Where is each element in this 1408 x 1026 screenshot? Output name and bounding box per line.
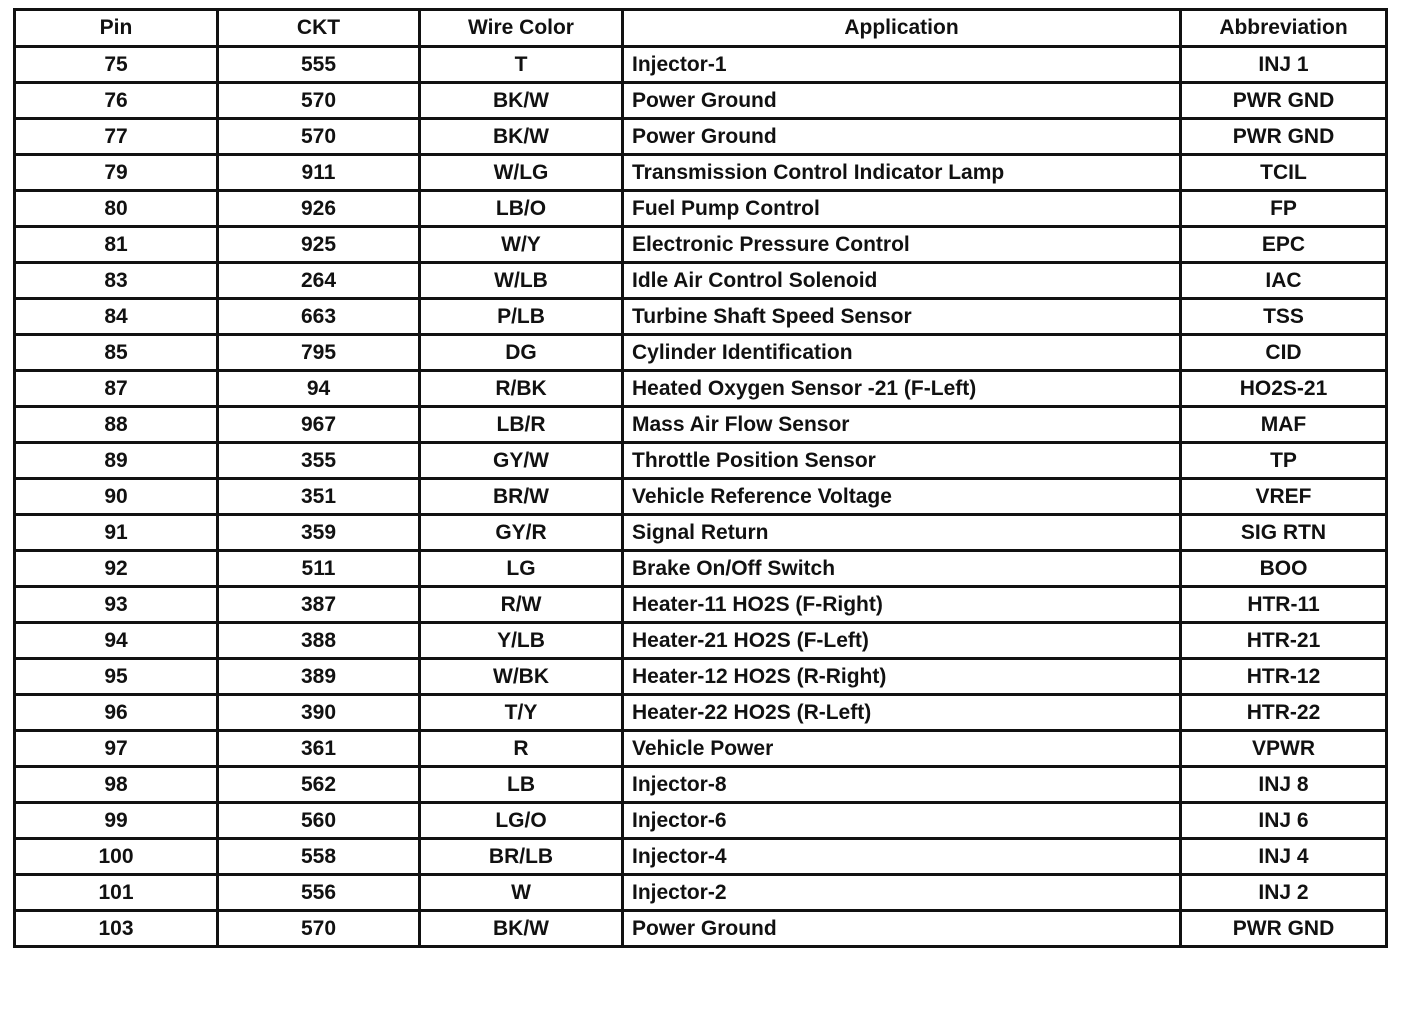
pin-cell: 79 xyxy=(15,155,218,191)
pinout-table xyxy=(13,8,1388,948)
abbreviation-cell: HO2S-21 xyxy=(1181,371,1387,407)
pin-cell: 89 xyxy=(15,443,218,479)
wire-color-cell: R/BK xyxy=(420,371,623,407)
pin-cell: 93 xyxy=(15,587,218,623)
wire-color-cell: Y/LB xyxy=(420,623,623,659)
header-wire-color: Wire Color xyxy=(420,10,623,47)
application-cell: Injector-8 xyxy=(623,767,1181,803)
abbreviation-cell: PWR GND xyxy=(1181,119,1387,155)
ckt-cell: 351 xyxy=(218,479,420,515)
wire-color-cell: LG xyxy=(420,551,623,587)
table-row xyxy=(15,911,1387,947)
ckt-cell: 264 xyxy=(218,263,420,299)
table-row xyxy=(15,659,1387,695)
abbreviation-cell: TP xyxy=(1181,443,1387,479)
ckt-cell: 926 xyxy=(218,191,420,227)
application-cell: Heater-12 HO2S (R-Right) xyxy=(623,659,1181,695)
ckt-cell: 570 xyxy=(218,911,420,947)
table-row xyxy=(15,623,1387,659)
table-row xyxy=(15,335,1387,371)
abbreviation-cell: TSS xyxy=(1181,299,1387,335)
header-row xyxy=(15,10,1387,47)
table-body xyxy=(15,47,1387,947)
abbreviation-cell: INJ 2 xyxy=(1181,875,1387,911)
abbreviation-cell: HTR-12 xyxy=(1181,659,1387,695)
abbreviation-cell: TCIL xyxy=(1181,155,1387,191)
abbreviation-cell: HTR-11 xyxy=(1181,587,1387,623)
wire-color-cell: LB/R xyxy=(420,407,623,443)
header-abbreviation: Abbreviation xyxy=(1181,10,1387,47)
application-cell: Heater-22 HO2S (R-Left) xyxy=(623,695,1181,731)
wire-color-cell: BR/LB xyxy=(420,839,623,875)
ckt-cell: 663 xyxy=(218,299,420,335)
ckt-cell: 387 xyxy=(218,587,420,623)
application-cell: Injector-4 xyxy=(623,839,1181,875)
table-row xyxy=(15,587,1387,623)
application-cell: Fuel Pump Control xyxy=(623,191,1181,227)
table-row xyxy=(15,875,1387,911)
ckt-cell: 555 xyxy=(218,47,420,83)
abbreviation-cell: FP xyxy=(1181,191,1387,227)
application-cell: Cylinder Identification xyxy=(623,335,1181,371)
pin-cell: 84 xyxy=(15,299,218,335)
abbreviation-cell: PWR GND xyxy=(1181,83,1387,119)
wire-color-cell: W/LG xyxy=(420,155,623,191)
wire-color-cell: DG xyxy=(420,335,623,371)
application-cell: Idle Air Control Solenoid xyxy=(623,263,1181,299)
abbreviation-cell: EPC xyxy=(1181,227,1387,263)
pin-cell: 77 xyxy=(15,119,218,155)
wire-color-cell: BK/W xyxy=(420,119,623,155)
table-row xyxy=(15,731,1387,767)
ckt-cell: 570 xyxy=(218,119,420,155)
application-cell: Heater-11 HO2S (F-Right) xyxy=(623,587,1181,623)
pin-cell: 75 xyxy=(15,47,218,83)
application-cell: Throttle Position Sensor xyxy=(623,443,1181,479)
table-row xyxy=(15,767,1387,803)
application-cell: Power Ground xyxy=(623,911,1181,947)
header-application: Application xyxy=(623,10,1181,47)
application-cell: Power Ground xyxy=(623,119,1181,155)
wire-color-cell: W xyxy=(420,875,623,911)
pin-cell: 83 xyxy=(15,263,218,299)
application-cell: Heater-21 HO2S (F-Left) xyxy=(623,623,1181,659)
table-row xyxy=(15,551,1387,587)
ckt-cell: 911 xyxy=(218,155,420,191)
pin-cell: 80 xyxy=(15,191,218,227)
table-header xyxy=(15,10,1387,47)
application-cell: Transmission Control Indicator Lamp xyxy=(623,155,1181,191)
wire-color-cell: LB/O xyxy=(420,191,623,227)
abbreviation-cell: SIG RTN xyxy=(1181,515,1387,551)
header-ckt: CKT xyxy=(218,10,420,47)
abbreviation-cell: INJ 4 xyxy=(1181,839,1387,875)
wire-color-cell: BR/W xyxy=(420,479,623,515)
abbreviation-cell: BOO xyxy=(1181,551,1387,587)
wire-color-cell: W/LB xyxy=(420,263,623,299)
abbreviation-cell: PWR GND xyxy=(1181,911,1387,947)
table-row xyxy=(15,191,1387,227)
wire-color-cell: BK/W xyxy=(420,911,623,947)
wire-color-cell: P/LB xyxy=(420,299,623,335)
application-cell: Turbine Shaft Speed Sensor xyxy=(623,299,1181,335)
wire-color-cell: GY/W xyxy=(420,443,623,479)
pin-cell: 88 xyxy=(15,407,218,443)
table-row xyxy=(15,83,1387,119)
application-cell: Brake On/Off Switch xyxy=(623,551,1181,587)
pin-cell: 96 xyxy=(15,695,218,731)
abbreviation-cell: CID xyxy=(1181,335,1387,371)
table-row xyxy=(15,47,1387,83)
application-cell: Injector-1 xyxy=(623,47,1181,83)
wire-color-cell: LG/O xyxy=(420,803,623,839)
ckt-cell: 570 xyxy=(218,83,420,119)
pin-cell: 98 xyxy=(15,767,218,803)
table-row xyxy=(15,155,1387,191)
pin-cell: 94 xyxy=(15,623,218,659)
table-row xyxy=(15,695,1387,731)
abbreviation-cell: INJ 8 xyxy=(1181,767,1387,803)
table-row xyxy=(15,443,1387,479)
ckt-cell: 925 xyxy=(218,227,420,263)
ckt-cell: 556 xyxy=(218,875,420,911)
ckt-cell: 558 xyxy=(218,839,420,875)
header-pin: Pin xyxy=(15,10,218,47)
table-row xyxy=(15,119,1387,155)
pin-cell: 95 xyxy=(15,659,218,695)
application-cell: Injector-6 xyxy=(623,803,1181,839)
table-row xyxy=(15,263,1387,299)
wire-color-cell: R xyxy=(420,731,623,767)
pin-cell: 81 xyxy=(15,227,218,263)
abbreviation-cell: INJ 6 xyxy=(1181,803,1387,839)
ckt-cell: 361 xyxy=(218,731,420,767)
table-row xyxy=(15,407,1387,443)
pin-cell: 99 xyxy=(15,803,218,839)
application-cell: Injector-2 xyxy=(623,875,1181,911)
ckt-cell: 560 xyxy=(218,803,420,839)
application-cell: Vehicle Reference Voltage xyxy=(623,479,1181,515)
abbreviation-cell: INJ 1 xyxy=(1181,47,1387,83)
table-row xyxy=(15,227,1387,263)
ckt-cell: 388 xyxy=(218,623,420,659)
wire-color-cell: R/W xyxy=(420,587,623,623)
application-cell: Vehicle Power xyxy=(623,731,1181,767)
pin-cell: 76 xyxy=(15,83,218,119)
wire-color-cell: GY/R xyxy=(420,515,623,551)
pin-cell: 90 xyxy=(15,479,218,515)
table-row xyxy=(15,515,1387,551)
ckt-cell: 562 xyxy=(218,767,420,803)
wire-color-cell: LB xyxy=(420,767,623,803)
table-row xyxy=(15,839,1387,875)
abbreviation-cell: HTR-22 xyxy=(1181,695,1387,731)
pinout-table-container xyxy=(13,8,1385,948)
abbreviation-cell: VREF xyxy=(1181,479,1387,515)
wire-color-cell: BK/W xyxy=(420,83,623,119)
pin-cell: 97 xyxy=(15,731,218,767)
ckt-cell: 795 xyxy=(218,335,420,371)
wire-color-cell: T/Y xyxy=(420,695,623,731)
abbreviation-cell: HTR-21 xyxy=(1181,623,1387,659)
ckt-cell: 359 xyxy=(218,515,420,551)
wire-color-cell: T xyxy=(420,47,623,83)
ckt-cell: 967 xyxy=(218,407,420,443)
ckt-cell: 355 xyxy=(218,443,420,479)
pin-cell: 85 xyxy=(15,335,218,371)
pin-cell: 100 xyxy=(15,839,218,875)
table-row xyxy=(15,803,1387,839)
pin-cell: 91 xyxy=(15,515,218,551)
wire-color-cell: W/BK xyxy=(420,659,623,695)
application-cell: Electronic Pressure Control xyxy=(623,227,1181,263)
application-cell: Mass Air Flow Sensor xyxy=(623,407,1181,443)
ckt-cell: 511 xyxy=(218,551,420,587)
ckt-cell: 94 xyxy=(218,371,420,407)
abbreviation-cell: MAF xyxy=(1181,407,1387,443)
table-row xyxy=(15,479,1387,515)
table-row xyxy=(15,299,1387,335)
abbreviation-cell: VPWR xyxy=(1181,731,1387,767)
ckt-cell: 389 xyxy=(218,659,420,695)
wire-color-cell: W/Y xyxy=(420,227,623,263)
pin-cell: 92 xyxy=(15,551,218,587)
pin-cell: 101 xyxy=(15,875,218,911)
table-row xyxy=(15,371,1387,407)
application-cell: Heated Oxygen Sensor -21 (F-Left) xyxy=(623,371,1181,407)
application-cell: Power Ground xyxy=(623,83,1181,119)
application-cell: Signal Return xyxy=(623,515,1181,551)
pin-cell: 87 xyxy=(15,371,218,407)
ckt-cell: 390 xyxy=(218,695,420,731)
pin-cell: 103 xyxy=(15,911,218,947)
abbreviation-cell: IAC xyxy=(1181,263,1387,299)
